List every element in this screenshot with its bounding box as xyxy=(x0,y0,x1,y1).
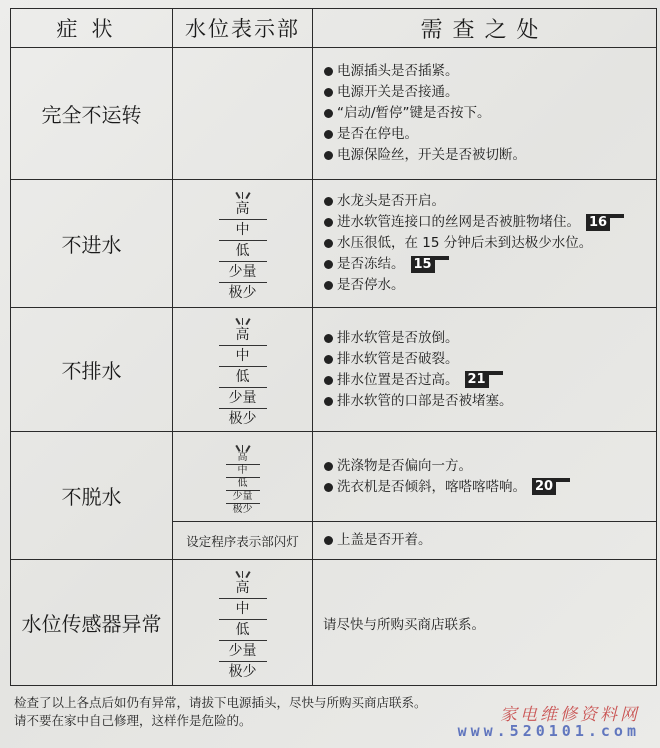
check-item: 电源插头是否插紧。 xyxy=(323,61,656,82)
check-item xyxy=(323,254,656,275)
check-item: 上盖是否开着。 xyxy=(323,530,656,551)
level-label-low: 低 xyxy=(219,367,267,388)
level-label-mid: 中 xyxy=(219,220,267,241)
level-label-little: 少量 xyxy=(219,388,267,409)
level-label-mid: 中 xyxy=(219,346,267,367)
page-ref-badge: 20 xyxy=(532,478,556,495)
check-item: 排水软管的口部是否被堵塞。 xyxy=(323,391,656,412)
check-text: 排水位置是否过高。 xyxy=(337,371,459,388)
water-level-display xyxy=(219,191,267,303)
level-label-little: 少量 xyxy=(226,491,260,504)
check-item: 电源开关是否接通。 xyxy=(323,82,656,103)
level-label-little: 少量 xyxy=(219,262,267,283)
blink-rays-icon xyxy=(233,446,253,452)
level-label-high: 高 xyxy=(219,325,267,346)
check-item: 是否在停电。 xyxy=(323,124,656,145)
level-label-little: 少量 xyxy=(219,641,267,662)
level-label-low: 低 xyxy=(219,620,267,641)
level-indicator xyxy=(173,180,313,308)
footer-note xyxy=(14,694,427,730)
level-indicator-empty xyxy=(173,48,313,180)
check-item: 水压很低，在 15 分钟后未到达极少水位。 xyxy=(323,233,656,254)
row-sensor-error xyxy=(11,560,657,686)
level-label-high: 高 xyxy=(219,199,267,220)
header-symptom: 症状 xyxy=(11,9,173,48)
level-label-low: 低 xyxy=(226,478,260,491)
level-label-low: 低 xyxy=(219,241,267,262)
check-item xyxy=(323,477,656,498)
check-item: 排水软管是否破裂。 xyxy=(323,349,656,370)
header-row xyxy=(11,9,657,48)
footer-line-2: 请不要在家中自己修理，这样作是危险的。 xyxy=(14,713,252,728)
level-label-minimal: 极少 xyxy=(232,504,253,515)
header-level: 水位表示部 xyxy=(173,9,313,48)
check-text: 进水软管连接口的丝网是否被脏物堵住。 xyxy=(337,214,580,230)
level-label-mid: 中 xyxy=(219,599,267,620)
blink-rays-icon xyxy=(233,191,253,199)
level-label-minimal: 极少 xyxy=(228,411,257,427)
row-no-operation xyxy=(11,48,657,180)
check-item: 是否停水。 xyxy=(323,275,656,296)
blink-rays-icon xyxy=(233,317,253,325)
footer-line-1: 检查了以上各点后如仍有异常，请拔下电源插头，尽快与所购买商店联系。 xyxy=(14,695,427,710)
row-no-spin xyxy=(11,432,657,522)
check-item xyxy=(323,212,656,233)
troubleshooting-table xyxy=(10,8,657,686)
program-display-blink-label: 设定程序表示部闪灯 xyxy=(173,522,313,560)
check-text: 洗衣机是否倾斜，喀嗒喀嗒响。 xyxy=(337,478,526,495)
water-level-display xyxy=(226,446,260,516)
check-item xyxy=(323,370,656,391)
symptom-no-spin: 不脱水 xyxy=(11,432,173,560)
water-level-display xyxy=(219,317,267,429)
header-check: 需查之处 xyxy=(313,9,657,48)
checks-no-drain xyxy=(313,308,657,432)
check-item: 洗涤物是否偏向一方。 xyxy=(323,456,656,477)
symptom-no-operation: 完全不运转 xyxy=(11,48,173,180)
level-label-minimal: 极少 xyxy=(228,285,257,301)
level-label-minimal: 极少 xyxy=(228,664,257,680)
symptom-no-drain: 不排水 xyxy=(11,308,173,432)
watermark-url: www.520101.com xyxy=(457,722,640,740)
row-no-water-in xyxy=(11,180,657,308)
watermark-text: 家电维修资料网 xyxy=(500,705,640,725)
blink-rays-icon xyxy=(233,570,253,578)
checks-no-water-in xyxy=(313,180,657,308)
page-ref-badge: 21 xyxy=(465,371,489,388)
page-ref-badge: 16 xyxy=(586,214,610,231)
check-item: “启动/暂停”键是否按下。 xyxy=(323,103,656,124)
checks-no-spin xyxy=(313,432,657,522)
level-label-high: 高 xyxy=(226,452,260,465)
level-label-mid: 中 xyxy=(226,465,260,478)
contact-dealer-text: 请尽快与所购买商店联系。 xyxy=(313,560,657,686)
symptom-sensor-error: 水位传感器异常 xyxy=(11,560,173,686)
water-level-display xyxy=(219,570,267,682)
level-indicator xyxy=(173,308,313,432)
check-item: 排水软管是否放倒。 xyxy=(323,328,656,349)
row-no-drain xyxy=(11,308,657,432)
level-label-high: 高 xyxy=(219,578,267,599)
page-ref-badge: 15 xyxy=(411,256,435,273)
check-text: 是否冻结。 xyxy=(337,256,405,272)
checks-no-operation xyxy=(313,48,657,180)
level-indicator xyxy=(173,560,313,686)
check-item: 水龙头是否开启。 xyxy=(323,191,656,212)
check-item: 电源保险丝，开关是否被切断。 xyxy=(323,145,656,166)
level-indicator xyxy=(173,432,313,522)
symptom-no-water-in: 不进水 xyxy=(11,180,173,308)
checks-no-spin-sub xyxy=(313,522,657,560)
